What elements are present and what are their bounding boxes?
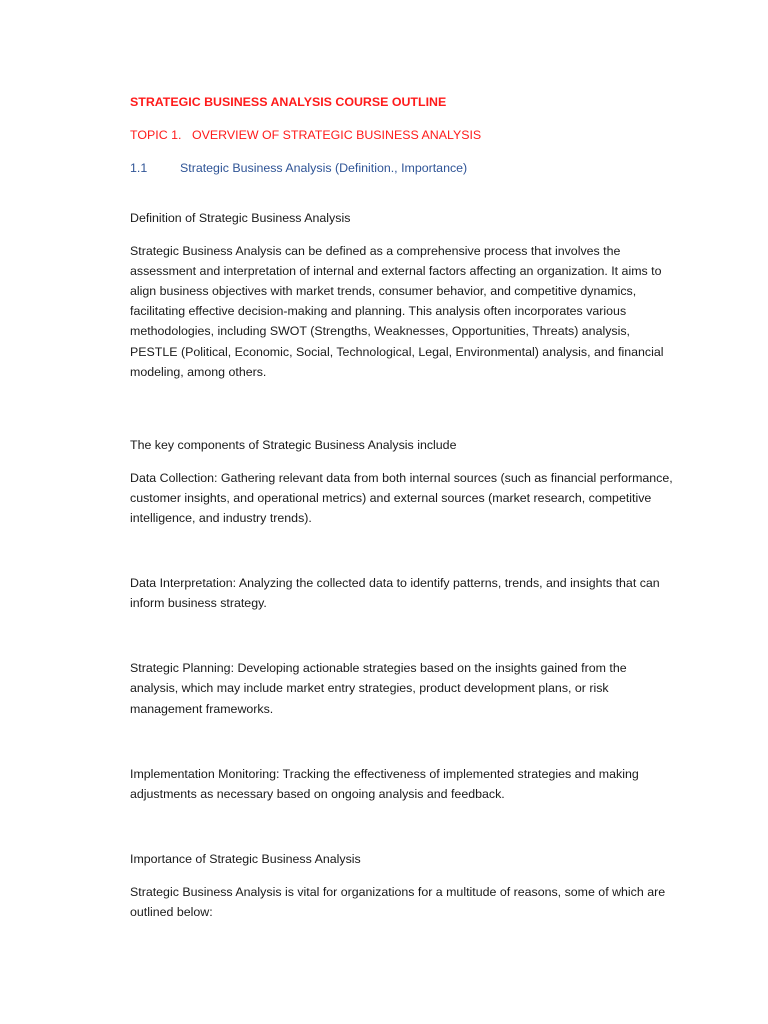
components-heading: The key components of Strategic Business Analysis include xyxy=(130,437,457,452)
component-data-interpretation: Data Interpretation: Analyzing the collected data to identify patterns, trends, and insights that can inform business strategy. xyxy=(130,576,660,611)
subtopic-label: Strategic Business Analysis (Definition., Importance) xyxy=(180,161,468,175)
component-implementation-monitoring: Implementation Monitoring: Tracking the effectiveness of implemented strategies and making adjustments as necessary based on ongoing analysis and feedback. xyxy=(130,766,639,801)
definition-paragraph: Strategic Business Analysis can be defined as a comprehensive process that involves the assessment and interpretation of internal and external factors affecting an organization. It aims to align business objectives with market trends, consumer behavior, and competitive dynamics, facilitating effective decision-making and planning. This analysis often incorporates various methodologies, including SWOT (Strengths, Weaknesses, Opportunities, Threats) analysis, PESTLE (Political, Economic, Social, Technological, Legal, Environmental) analysis, and financial modeling, among others. xyxy=(130,244,664,379)
document-title: STRATEGIC BUSINESS ANALYSIS COURSE OUTLINE xyxy=(130,95,447,109)
subtopic-number: 1.1 xyxy=(130,161,148,175)
topic-heading xyxy=(130,127,678,143)
definition-heading: Definition of Strategic Business Analysis xyxy=(130,211,351,225)
subtopic-heading xyxy=(130,160,678,176)
component-data-collection: Data Collection: Gathering relevant data from both internal sources (such as financial performance, customer insights, and operational metrics) and external sources (market research, competitive intelligence, and industry trends). xyxy=(130,470,673,526)
topic-number: TOPIC 1. xyxy=(130,128,182,142)
importance-heading: Importance of Strategic Business Analysis xyxy=(130,851,361,866)
topic-label: OVERVIEW OF STRATEGIC BUSINESS ANALYSIS xyxy=(192,128,482,142)
importance-paragraph: Strategic Business Analysis is vital for organizations for a multitude of reasons, some of which are outlined below: xyxy=(130,884,666,919)
component-strategic-planning: Strategic Planning: Developing actionable strategies based on the insights gained from the analysis, which may include market entry strategies, product development plans, or risk management frameworks. xyxy=(130,661,627,716)
document-content xyxy=(130,94,678,922)
